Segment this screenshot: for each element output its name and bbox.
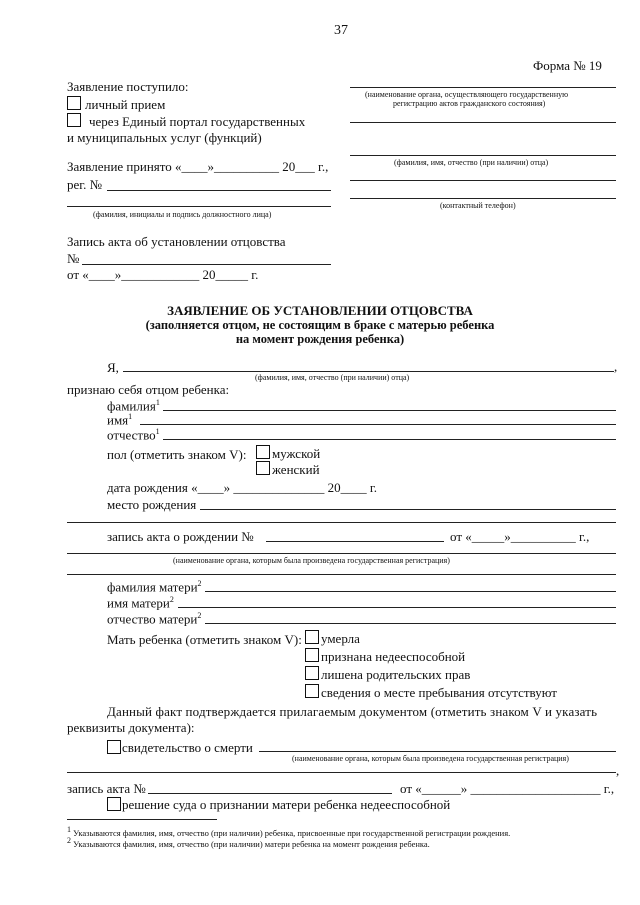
personal-label: личный прием <box>85 97 166 112</box>
reg-number-line[interactable] <box>107 190 331 191</box>
death-cert-checkbox[interactable] <box>107 740 121 754</box>
female-label: женский <box>272 462 320 477</box>
birth-place-label: место рождения <box>107 497 197 512</box>
father-name-line[interactable] <box>350 155 616 156</box>
female-checkbox[interactable] <box>256 461 270 475</box>
incapable-label: признана недееспособной <box>321 649 466 664</box>
child-name-text: имя <box>107 412 129 428</box>
footnote-2-text: Указываются фамилия, имя, отчество (при наличии) матери ребенка на момент рождения ребенка. <box>73 838 430 849</box>
footnote-ref: 1 <box>128 412 133 421</box>
birth-place-line-2[interactable] <box>67 522 616 523</box>
birth-place-line[interactable] <box>200 509 616 510</box>
mother-patronymic-label <box>107 611 201 627</box>
received-label: Заявление поступило: <box>67 79 189 94</box>
portal-checkbox[interactable] <box>67 113 81 127</box>
mother-status-label: Мать ребенка (отметить знаком V): <box>107 632 302 647</box>
organ-caption-1: (наименование органа, осуществляющего государственную <box>365 90 569 99</box>
father-caption: (фамилия, имя, отчество (при наличии) отца) <box>394 158 549 167</box>
form-number: Форма № 19 <box>533 58 602 73</box>
phone-line[interactable] <box>350 198 616 199</box>
organ-caption-2: регистрацию актов гражданского состояния) <box>393 99 546 108</box>
court-label: решение суда о признании матери ребенка недееспособной <box>122 797 451 812</box>
died-checkbox[interactable] <box>305 630 319 644</box>
mother-name-text: имя матери <box>107 595 170 611</box>
death-cert-caption: (наименование органа, которым была произведена государственная регистрация) <box>292 754 569 763</box>
act-record-line[interactable] <box>148 793 392 794</box>
child-surname-text: фамилия <box>107 398 156 414</box>
child-name-label <box>107 412 132 428</box>
footnote-ref: 2 <box>197 579 202 588</box>
mother-surname-line[interactable] <box>205 591 616 592</box>
mother-name-line[interactable] <box>178 607 616 608</box>
form-title: ЗАЯВЛЕНИЕ ОБ УСТАНОВЛЕНИИ ОТЦОВСТВА <box>167 303 473 318</box>
act-record-label: запись акта № <box>67 781 146 796</box>
accepted-date[interactable]: Заявление принято «____»__________ 20___ г., <box>67 159 329 174</box>
portal-label-2: и муниципальных услуг (функций) <box>67 130 262 145</box>
child-patronymic-line[interactable] <box>163 439 616 440</box>
personal-checkbox[interactable] <box>67 96 81 110</box>
father-fio-caption: (фамилия, имя, отчество (при наличии) отца) <box>255 373 410 382</box>
recognize-label: признаю себя отцом ребенка: <box>67 382 230 397</box>
record-title: Запись акта об установлении отцовства <box>67 234 286 249</box>
father-name-line-2[interactable] <box>350 180 616 181</box>
death-cert-label: свидетельство о смерти <box>122 740 253 755</box>
footnote-ref: 2 <box>197 611 202 620</box>
confirm-text-1: Данный факт подтверждается прилагаемым документом (отметить знаком V и указать <box>107 704 598 719</box>
form-subtitle-1: (заполняется отцом, не состоящим в браке с матерью ребенка <box>145 318 495 332</box>
page-number: 37 <box>334 23 348 38</box>
record-date[interactable]: от «____»____________ 20_____ г. <box>67 267 259 282</box>
portal-label-1: через Единый портал государственных <box>89 114 306 129</box>
male-checkbox[interactable] <box>256 445 270 459</box>
mother-patronymic-line[interactable] <box>205 623 616 624</box>
official-caption: (фамилия, инициалы и подпись должностного лица) <box>93 210 272 219</box>
footnote-2 <box>67 836 430 849</box>
birth-organ-line-2[interactable] <box>67 574 616 575</box>
footnote-1-text: Указываются фамилия, имя, отчество (при наличии) ребенка, присвоенные при государственной регистрации рождения. <box>73 827 511 838</box>
form-subtitle-2: на момент рождения ребенка) <box>235 332 405 346</box>
deprived-checkbox[interactable] <box>305 666 319 680</box>
footnote-ref: 2 <box>169 595 174 604</box>
footnote-1-mark: 1 <box>67 825 71 834</box>
mother-patronymic-text: отчество матери <box>107 611 198 627</box>
footnote-ref: 1 <box>155 427 160 436</box>
incapable-checkbox[interactable] <box>305 648 319 662</box>
child-surname-line[interactable] <box>163 410 616 411</box>
official-signature-line[interactable] <box>67 206 331 207</box>
birth-organ-caption: (наименование органа, которым была произведена государственная регистрация) <box>173 556 450 565</box>
birth-record-line[interactable] <box>266 541 444 542</box>
birth-record-date[interactable]: от «_____»__________ г., <box>450 529 590 544</box>
footnote-divider <box>67 819 217 820</box>
birth-date[interactable]: дата рождения «____» ______________ 20____ г. <box>107 480 377 495</box>
deprived-label: лишена родительских прав <box>321 667 471 682</box>
record-no-label: № <box>67 251 80 266</box>
birth-record-label: запись акта о рождении № <box>107 529 254 544</box>
unknown-label: сведения о месте пребывания отсутствуют <box>321 685 557 700</box>
unknown-checkbox[interactable] <box>305 684 319 698</box>
comma-2: , <box>616 763 620 778</box>
mother-name-label <box>107 595 174 611</box>
organ-line-2[interactable] <box>350 122 616 123</box>
birth-organ-line[interactable] <box>67 553 616 554</box>
child-name-line[interactable] <box>140 424 616 425</box>
death-cert-line[interactable] <box>259 751 616 752</box>
phone-caption: (контактный телефон) <box>440 201 516 210</box>
act-record-date[interactable]: от «______» ____________________ г., <box>400 781 615 796</box>
death-cert-line-2[interactable] <box>67 772 616 773</box>
footnote-ref: 1 <box>155 398 160 407</box>
sex-label: пол (отметить знаком V): <box>107 447 247 462</box>
male-label: мужской <box>272 446 321 461</box>
died-label: умерла <box>321 631 360 646</box>
confirm-text-2: реквизиты документа): <box>67 720 195 735</box>
court-checkbox[interactable] <box>107 797 121 811</box>
footnote-2-mark: 2 <box>67 836 71 845</box>
reg-label: рег. № <box>67 177 103 192</box>
child-patronymic-text: отчество <box>107 427 156 443</box>
record-no-line[interactable] <box>82 264 331 265</box>
mother-surname-text: фамилия матери <box>107 579 198 595</box>
mother-surname-label <box>107 579 202 595</box>
father-fio-line[interactable] <box>123 371 614 372</box>
child-patronymic-label <box>107 427 160 443</box>
comma: , <box>614 359 618 374</box>
organ-line[interactable] <box>350 87 616 88</box>
i-label: Я, <box>107 360 119 375</box>
